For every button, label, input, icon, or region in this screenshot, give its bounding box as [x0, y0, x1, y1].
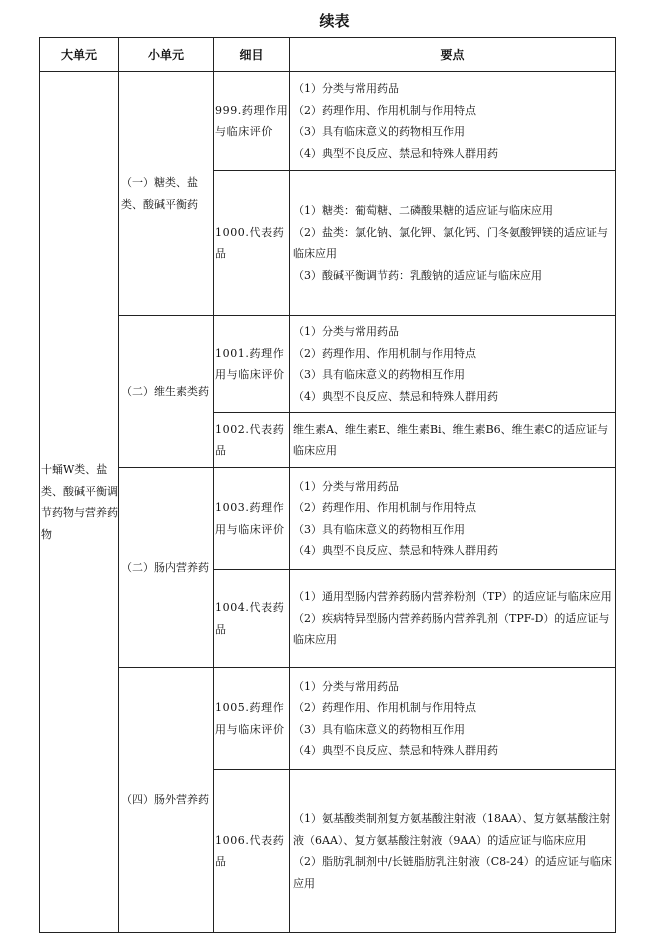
- key-points-cell: [290, 668, 616, 770]
- key-point: （2）药理作用、作用机制与作用特点: [293, 346, 476, 360]
- detail-cell: 1004.代表药品: [214, 570, 290, 668]
- detail-cell: 1003.药理作用与临床评价: [214, 468, 290, 570]
- key-point: （1）通用型肠内营养药肠内营养粉剂（TP）的适应证与临床应用: [293, 590, 612, 604]
- key-points-cell: [290, 570, 616, 668]
- key-point: （3）具有临床意义的药物相互作用: [293, 722, 465, 736]
- key-point: （2）盐类：氯化钠、氯化钾、氯化钙、门冬氨酸钾镁的适应证与临床应用: [293, 225, 608, 260]
- sub-unit-cell: （一）糖类、盐类、酸碱平衡药: [119, 72, 214, 316]
- detail-cell: 999.药理作用与临床评价: [214, 72, 290, 171]
- header-sub-unit: 小单元: [119, 38, 214, 72]
- key-point: （1）糖类：葡萄糖、二磷酸果糖的适应证与临床应用: [293, 204, 553, 217]
- detail-cell: 1001.药理作用与临床评价: [214, 316, 290, 413]
- key-point: （1）分类与常用药品: [293, 679, 399, 693]
- detail-cell: 1005.药理作用与临床评价: [214, 668, 290, 770]
- detail-cell: 1006.代表药品: [214, 770, 290, 933]
- key-point: （1）氨基酸类制剂复方氨基酸注射液（18AA）、复方氨基酸注射液（6AA）、复方氨基酸注射液（9AA）的适应证与临床应用: [293, 812, 611, 847]
- key-point: （3）具有临床意义的药物相互作用: [293, 125, 465, 138]
- key-point: （2）疾病特异型肠内营养药肠内营养乳剂（TPF-D）的适应证与临床应用: [293, 611, 610, 647]
- header-detail: 细目: [214, 38, 290, 72]
- key-point: （2）脂肪乳制剂中/长链脂肪乳注射液（C8-24）的适应证与临床应用: [293, 855, 612, 890]
- sub-unit-cell: （二）肠内营养药: [119, 468, 214, 668]
- key-point: （1）分类与常用药品: [293, 325, 399, 338]
- key-point: （3）具有临床意义的药物相互作用: [293, 368, 465, 381]
- table-row: [40, 668, 616, 770]
- header-major-unit: 大单元: [40, 38, 119, 72]
- table-row: [40, 316, 616, 413]
- major-unit-cell: 十蛹W类、盐类、酸碱平衡调节药物与营养药物: [40, 72, 119, 933]
- key-point: （4）典型不良反应、禁忌和特殊人群用药: [293, 544, 498, 557]
- sub-unit-cell: （二）维生素类药: [119, 316, 214, 468]
- key-point: （4）典型不良反应、禁忌和特殊人群用药: [293, 146, 498, 160]
- key-point: （3）酸碱平衡调节药：乳酸钠的适应证与临床应用: [293, 268, 542, 282]
- key-point: （4）典型不良反应、禁忌和特殊人群用药: [293, 389, 498, 403]
- page-title: 续表: [319, 12, 350, 30]
- key-points-cell: [290, 468, 616, 570]
- key-points-cell: [290, 171, 616, 316]
- sub-unit-cell: （四）肠外营养药: [119, 668, 214, 933]
- key-points-cell: [290, 72, 616, 171]
- key-point: （4）典型不良反应、禁忌和特殊人群用药: [293, 744, 498, 757]
- key-points-cell: [290, 770, 616, 933]
- detail-cell: 1000.代表药品: [214, 171, 290, 316]
- detail-cell: 1002.代表药品: [214, 413, 290, 468]
- key-point: （2）药理作用、作用机制与作用特点: [293, 103, 476, 117]
- header-row: [40, 38, 616, 72]
- key-point: （1）分类与常用药品: [293, 479, 399, 493]
- key-point: 维生素A、维生素E、维生素Bi、维生素B6、维生素C的适应证与临床应用: [293, 422, 609, 457]
- key-points-cell: [290, 413, 616, 468]
- key-points-cell: [290, 316, 616, 413]
- key-point: （2）药理作用、作用机制与作用特点: [293, 501, 476, 514]
- key-point: （2）药理作用、作用机制与作用特点: [293, 701, 476, 714]
- table-row: [40, 72, 616, 171]
- syllabus-table: [39, 37, 616, 933]
- header-key-points: 要点: [290, 38, 616, 72]
- key-point: （1）分类与常用药品: [293, 82, 399, 95]
- table-row: [40, 468, 616, 570]
- key-point: （3）具有临床意义的药物相互作用: [293, 522, 465, 536]
